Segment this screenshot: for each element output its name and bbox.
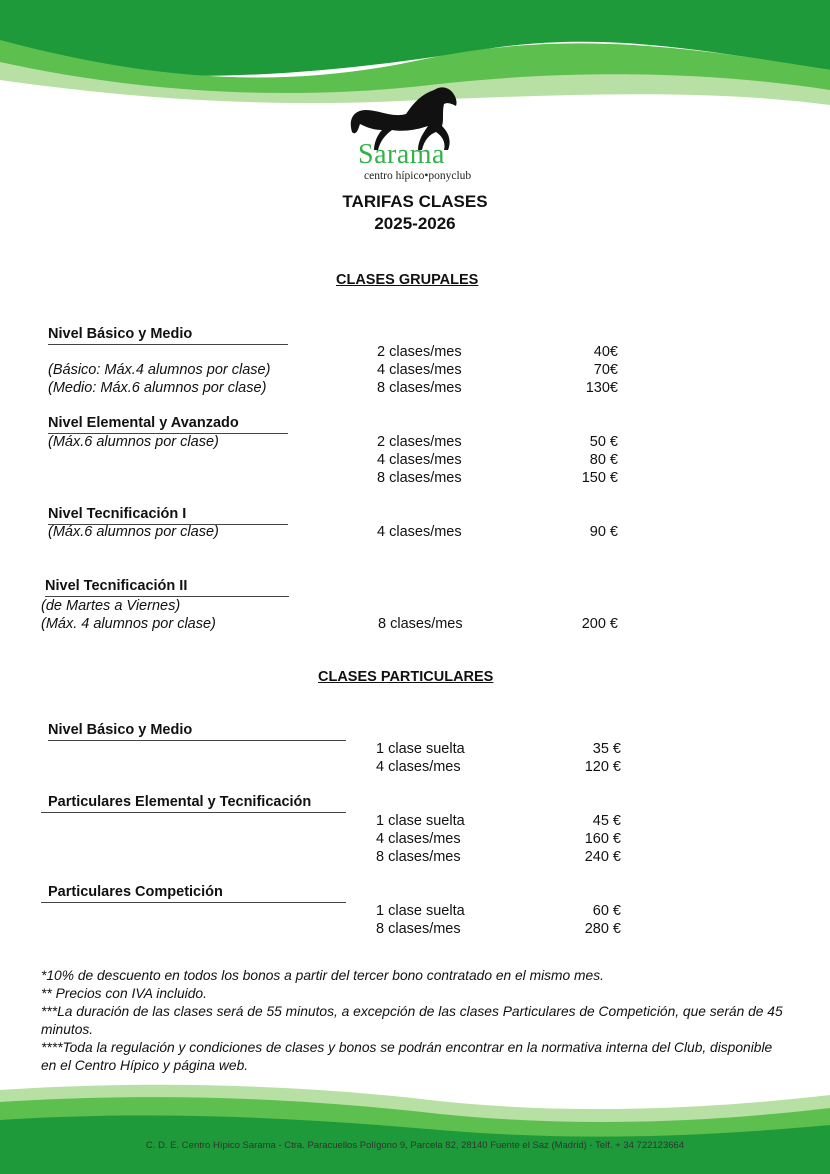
qty: 1 clase suelta [376, 813, 465, 829]
level-note: (Máx. 4 alumnos por clase) [41, 616, 216, 632]
qty: 4 clases/mes [377, 362, 462, 378]
qty: 4 clases/mes [377, 452, 462, 468]
footnote-regulation: ****Toda la regulación y condiciones de clases y bonos se podrán encontrar en la normativa interna del Club, disponible en el Centro Hípico y página web. [41, 1040, 773, 1073]
price: 200 € [581, 616, 618, 632]
price: 130€ [585, 380, 618, 396]
price: 80 € [589, 452, 618, 468]
level-note: (Máx.6 alumnos por clase) [48, 434, 219, 450]
qty: 4 clases/mes [377, 524, 462, 540]
section-heading-particulares: CLASES PARTICULARES [318, 669, 494, 685]
sarama-logo [344, 84, 484, 184]
qty: 8 clases/mes [376, 921, 461, 937]
level-competicion-particular: Particulares Competición [41, 884, 346, 903]
qty: 2 clases/mes [377, 434, 462, 450]
price: 160 € [584, 831, 621, 847]
level-note: (Básico: Máx.4 alumnos por clase) [48, 362, 271, 378]
footnote-duration: ***La duración de las clases será de 55 minutos, a excepción de las clases Particulares de Competición, que serán de 45 minutos. [41, 1004, 783, 1037]
price: 240 € [584, 849, 621, 865]
page-title: TARIFAS CLASES [342, 192, 488, 211]
qty: 4 clases/mes [376, 831, 461, 847]
qty: 4 clases/mes [376, 759, 461, 775]
level-elemental-tecnificacion-particular: Particulares Elemental y Tecnificación [41, 794, 346, 813]
price: 120 € [584, 759, 621, 775]
price: 280 € [584, 921, 621, 937]
logo-name: Sarama [358, 139, 445, 170]
footnote-discount: *10% de descuento en todos los bonos a partir del tercer bono contratado en el mismo mes. [41, 968, 604, 983]
qty: 1 clase suelta [376, 741, 465, 757]
level-basico-medio-grupal: Nivel Básico y Medio [48, 326, 288, 345]
price: 35 € [592, 741, 621, 757]
section-heading-grupales: CLASES GRUPALES [336, 272, 479, 288]
footnote-iva: ** Precios con IVA incluido. [41, 986, 207, 1001]
qty: 8 clases/mes [376, 849, 461, 865]
level-note: (Máx.6 alumnos por clase) [48, 524, 219, 540]
price: 90 € [589, 524, 618, 540]
footer-address: C. D. E. Centro Hípico Sarama - Ctra. Paracuellos Polígono 9, Parcela 82, 28140 Fuente el Saz (Madrid) - Telf. + 34 722123664 [145, 1140, 685, 1151]
price: 40€ [593, 344, 618, 360]
qty: 8 clases/mes [378, 616, 463, 632]
level-elemental-avanzado-grupal: Nivel Elemental y Avanzado [48, 415, 288, 434]
level-tecnificacion-2: Nivel Tecnificación II [45, 578, 289, 597]
qty: 8 clases/mes [377, 380, 462, 396]
level-tecnificacion-1: Nivel Tecnificación I [48, 506, 288, 525]
qty: 8 clases/mes [377, 470, 462, 486]
level-basico-medio-particular: Nivel Básico y Medio [48, 722, 346, 741]
price: 50 € [589, 434, 618, 450]
level-note: (de Martes a Viernes) [41, 598, 181, 614]
level-note: (Medio: Máx.6 alumnos por clase) [48, 380, 267, 396]
footer-wave-decoration [0, 1080, 830, 1174]
page-subtitle-year: 2025-2026 [374, 214, 456, 233]
price: 70€ [593, 362, 618, 378]
price: 150 € [581, 470, 618, 486]
qty: 2 clases/mes [377, 344, 462, 360]
qty: 1 clase suelta [376, 903, 465, 919]
price: 45 € [592, 813, 621, 829]
logo-subtitle: centro hípico•ponyclub [364, 170, 472, 182]
price: 60 € [592, 903, 621, 919]
